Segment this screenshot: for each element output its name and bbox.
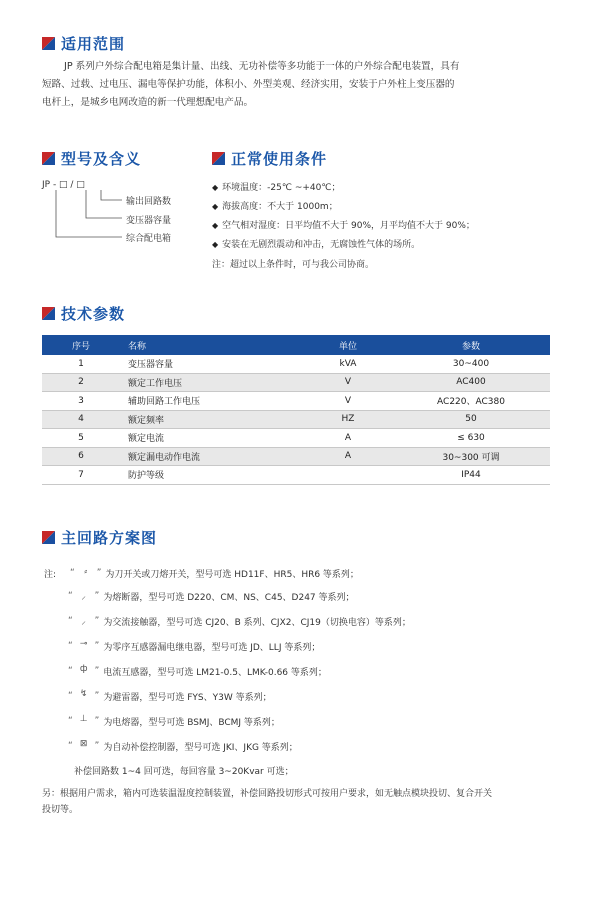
- section-title: 正常使用条件: [231, 149, 328, 168]
- table-cell: 4: [42, 410, 120, 429]
- section-title: 型号及含义: [61, 149, 142, 168]
- circuit-note-item: “ ⸝ ” 为熔断器，型号可选 D220、CM、NS、C45、D247 等系列；: [68, 591, 355, 603]
- table-row: [42, 429, 550, 448]
- scope-paragraph: [42, 58, 564, 112]
- table-row: [42, 447, 550, 466]
- table-cell: HZ: [304, 410, 392, 429]
- table-cell: AC400: [392, 373, 550, 392]
- table-cell: AC220、AC380: [392, 392, 550, 411]
- table-cell: 7: [42, 466, 120, 485]
- extra-note-line: 投切等。: [42, 805, 79, 815]
- table-cell: 6: [42, 447, 120, 466]
- section-title: 技术参数: [61, 304, 126, 323]
- table-cell: 额定电流: [120, 429, 304, 448]
- table-cell: 1: [42, 355, 120, 373]
- table-cell: V: [304, 373, 392, 392]
- arrester-icon: ↯: [79, 689, 88, 699]
- condition-text: 空气相对湿度：日平均值不大于 90%，月平均值不大于 90%；: [222, 221, 475, 231]
- circuit-item-text: 电流互感器，型号可选 LM21-0.5、LMK-0.66 等系列；: [103, 667, 327, 678]
- condition-item: [212, 180, 340, 193]
- table-cell: kVA: [304, 355, 392, 373]
- section-marker-icon: [42, 152, 55, 165]
- section-title: 适用范围: [61, 34, 126, 53]
- note-prefix: 注:: [44, 569, 57, 580]
- condition-item: [212, 237, 420, 250]
- diamond-bullet-icon: ◆: [212, 183, 219, 192]
- circuit-item-text: 为自动补偿控制器，型号可选 JKI、JKG 等系列；: [103, 742, 298, 753]
- model-label-capacity: 变压器容量: [126, 216, 172, 226]
- condition-item: [212, 199, 338, 212]
- current-transformer-icon: ф: [79, 664, 88, 674]
- circuit-note-item: “ ф ” 电流互感器，型号可选 LM21-0.5、LMK-0.66 等系列；: [68, 664, 327, 678]
- circuit-note-item: “ ⊠ ” 为自动补偿控制器，型号可选 JKI、JKG 等系列；: [68, 739, 298, 753]
- table-cell: [304, 466, 392, 485]
- table-cell: 变压器容量: [120, 355, 304, 373]
- table-row: [42, 466, 550, 485]
- model-label-box: 综合配电箱: [126, 234, 172, 244]
- circuit-note-item: “ ⸝ ” 为交流接触器，型号可选 CJ20、B 系列、CJX2、CJ19（切换电容）等系列；: [68, 616, 411, 628]
- table-header-cell: 名称: [120, 335, 304, 355]
- table-cell: A: [304, 447, 392, 466]
- tech-spec-table: [42, 335, 550, 485]
- model-code: JP - □ / □: [42, 180, 85, 190]
- table-cell: 50: [392, 410, 550, 429]
- section-marker-icon: [42, 531, 55, 544]
- scope-line: JP 系列户外综合配电箱是集计量、出线、无功补偿等多功能于一体的户外综合配电装置，具有: [64, 61, 460, 72]
- section-marker-icon: [212, 152, 225, 165]
- table-row: [42, 373, 550, 392]
- circuit-note-item: “ ⊸ ” 为零序互感器漏电继电器，型号可选 JD、LLJ 等系列；: [68, 639, 321, 653]
- condition-text: 海拔高度：不大于 1000m；: [222, 202, 338, 212]
- condition-text: 安装在无剧烈震动和冲击，无腐蚀性气体的场所。: [222, 240, 421, 250]
- conditions-note: 注：超过以上条件时，可与我公司协商。: [212, 260, 375, 270]
- circuit-item-text: 为交流接触器，型号可选 CJ20、B 系列、CJX2、CJ19（切换电容）等系列；: [103, 617, 411, 628]
- circuit-item-text: 为避雷器，型号可选 FYS、Y3W 等系列；: [103, 692, 272, 703]
- table-header-row: [42, 335, 550, 355]
- table-row: [42, 410, 550, 429]
- circuit-item-text: 为熔断器，型号可选 D220、CM、NS、C45、D247 等系列；: [103, 592, 355, 603]
- circuit-item-text: 为电熔器，型号可选 BSMJ、BCMJ 等系列；: [103, 717, 280, 728]
- knife-switch-icon: ⸗: [84, 567, 88, 577]
- section-conditions-header: [212, 148, 327, 168]
- compensation-note: 补偿回路数 1~4 回可选，每回容量 3~20Kvar 可选；: [74, 767, 294, 777]
- section-model-header: [42, 148, 141, 168]
- table-cell: 辅助回路工作电压: [120, 392, 304, 411]
- section-scope-header: [42, 33, 125, 53]
- table-header-cell: 单位: [304, 335, 392, 355]
- circuit-note-item: 注: “ ⸗ ” 为刀开关或刀熔开关，型号可选 HD11F、HR5、HR6 等系列；: [44, 567, 359, 580]
- condition-item: [212, 218, 475, 231]
- extra-note-line: 另：根据用户需求，箱内可选装温湿度控制装置，补偿回路投切形式可按用户要求，如无触点模块投切、复合开关: [42, 789, 493, 799]
- section-marker-icon: [42, 37, 55, 50]
- diamond-bullet-icon: ◆: [212, 202, 219, 211]
- circuit-note-item: “ ⊥ ” 为电熔器，型号可选 BSMJ、BCMJ 等系列；: [68, 714, 280, 728]
- auto-compensator-icon: ⊠: [79, 739, 88, 749]
- table-cell: IP44: [392, 466, 550, 485]
- scope-line: 电杆上，是城乡电网改造的新一代理想配电产品。: [42, 97, 254, 108]
- table-cell: 额定工作电压: [120, 373, 304, 392]
- section-circuit-header: [42, 527, 157, 547]
- diamond-bullet-icon: ◆: [212, 240, 219, 249]
- diamond-bullet-icon: ◆: [212, 221, 219, 230]
- table-cell: 30~300 可调: [392, 447, 550, 466]
- circuit-item-text: 为刀开关或刀熔开关，型号可选 HD11F、HR5、HR6 等系列；: [105, 569, 359, 580]
- circuit-item-text: 为零序互感器漏电继电器，型号可选 JD、LLJ 等系列；: [103, 642, 321, 653]
- table-cell: A: [304, 429, 392, 448]
- table-cell: 额定频率: [120, 410, 304, 429]
- table-cell: 5: [42, 429, 120, 448]
- scope-line: 短路、过载、过电压、漏电等保护功能，体积小、外型美观、经济实用，安装于户外柱上变压器的: [42, 79, 455, 90]
- table-row: [42, 355, 550, 373]
- extra-note: [42, 786, 562, 818]
- table-header-cell: 序号: [42, 335, 120, 355]
- section-marker-icon: [42, 307, 55, 320]
- model-diagram-lines: [50, 190, 130, 246]
- table-cell: 额定漏电动作电流: [120, 447, 304, 466]
- table-header-cell: 参数: [392, 335, 550, 355]
- contactor-icon: ⸝: [81, 617, 86, 627]
- table-cell: V: [304, 392, 392, 411]
- breaker-icon: ⸝: [81, 592, 86, 602]
- section-title: 主回路方案图: [61, 528, 158, 547]
- table-cell: 2: [42, 373, 120, 392]
- table-cell: 防护等级: [120, 466, 304, 485]
- circuit-note-item: “ ↯ ” 为避雷器，型号可选 FYS、Y3W 等系列；: [68, 689, 272, 703]
- model-label-outputs: 输出回路数: [126, 197, 172, 207]
- table-cell: ≤ 630: [392, 429, 550, 448]
- table-cell: 30~400: [392, 355, 550, 373]
- table-cell: 3: [42, 392, 120, 411]
- condition-text: 环境温度：-25℃ ~+40℃；: [222, 183, 341, 193]
- table-row: [42, 392, 550, 411]
- capacitor-icon: ⊥: [79, 714, 88, 724]
- section-tech-header: [42, 303, 125, 323]
- residual-relay-icon: ⊸: [79, 639, 88, 649]
